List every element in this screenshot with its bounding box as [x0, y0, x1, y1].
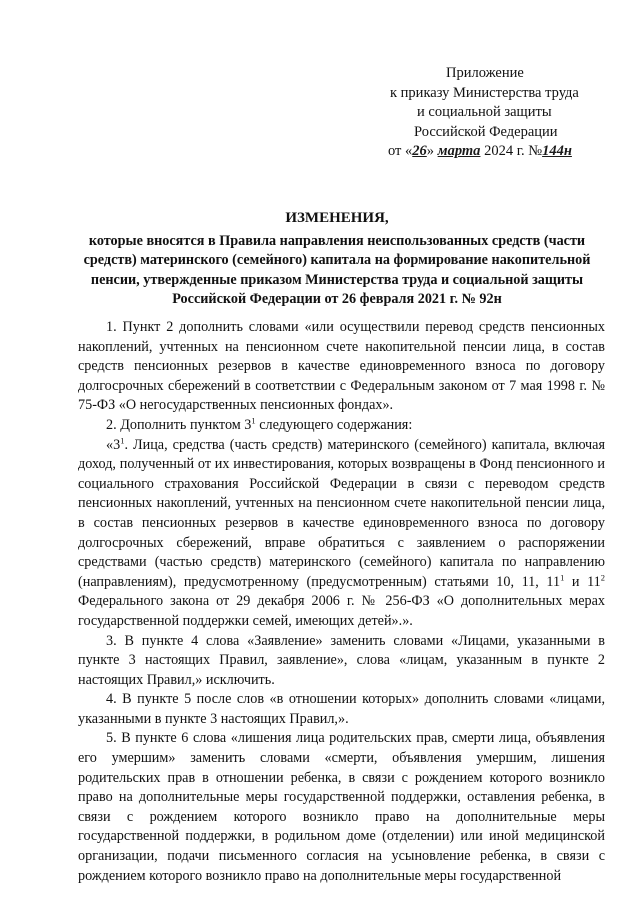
order-date-line [388, 142, 608, 162]
document-body [78, 318, 605, 886]
heading-subtitle: которые вносятся в Правила направления неиспользованных средств (части средств) материнского (семейного) капитала на формирование накопительной пенсии, утвержденные приказом Министерства труда и социальной защиты Российской Федерации от 26 февраля 2021 г. № 92н [83, 232, 591, 308]
appendix-block [388, 64, 608, 162]
appendix-line-4: Российской Федерации [414, 123, 558, 140]
appendix-line-3: и социальной защиты [417, 104, 552, 121]
document-heading [72, 209, 602, 310]
year-and-number-label: 2024 г. № [484, 143, 543, 160]
superscript: 1 [120, 434, 125, 445]
paragraph-2-text-b: следующего содержания: [255, 416, 413, 433]
paragraph-3-text-d: Федерального закона от 29 декабря 2006 г. № 256-ФЗ «О дополнительных мерах государственной поддержки семей, имеющих детей».». [78, 593, 605, 629]
paragraph-2 [78, 416, 605, 436]
superscript: 1 [560, 571, 565, 582]
paragraph-4: 3. В пункте 4 слова «Заявление» заменить словами «Лицами, указанными в пункте 3 настоящих Правил, заявление», слова «лицам, указанным в пункте 2 настоящих Правил,» исключить. [78, 632, 605, 688]
superscript: 1 [251, 415, 256, 426]
handwritten-day: 26 [412, 143, 427, 160]
paragraph-3-text-c: и 11 [564, 573, 601, 590]
handwritten-order-number: 144н [542, 143, 572, 160]
appendix-line-2: к приказу Министерства труда [390, 84, 579, 101]
date-quote-close: » [426, 143, 435, 160]
handwritten-month: марта [437, 143, 481, 160]
superscript: 2 [600, 571, 605, 582]
paragraph-3-text-a: «3 [106, 436, 121, 453]
paragraph-5: 4. В пункте 5 после слов «в отношении которых» дополнить словами «лицами, указанными в пункте 3 настоящих Правил,». [78, 691, 605, 727]
paragraph-1: 1. Пункт 2 дополнить словами «или осуществили перевод средств пенсионных накоплений, учтенных на пенсионном счете накопительной пенсии лица, в состав средств пенсионных резервов в качестве единовременного взноса по договору долгосрочных сбережений в соответствии с Федеральным законом от 7 мая 1998 г. № 75-ФЗ «О негосударственных пенсионных фондах». [78, 319, 605, 414]
heading-title: ИЗМЕНЕНИЯ, [285, 210, 389, 226]
date-prefix: от « [388, 143, 413, 160]
paragraph-3-text-b: . Лица, средства (часть средств) материнского (семейного) капитала, включая доход, полученный от их инвестирования, которых возвращены в Фонд пенсионного и социального страхования Российской Федерации в связи с переводом средств пенсионных накоплений, учтенных на пенсионном счете накопительной пенсии лица, в состав пенсионных резервов в качестве единовременного взноса по договору долгосрочных сбережений, вправе обратиться с заявлением о распоряжении средствами (частью средств) материнского (семейного) капитала по направлению (направлениям), предусмотренному (предусмотренным) статьями 10, 11, 11 [78, 436, 605, 590]
paragraph-3 [78, 436, 605, 632]
paragraph-6: 5. В пункте 6 слова «лишения лица родительских прав, смерти лица, объявления его умершим» заменить словами «смерти, объявления умершим, лишения родительских прав в отношении ребенка, в связи с рождением которого возникло право на дополнительные меры государственной поддержки, оставления ребенка, в связи с рождением которого возникло право на дополнительные меры государственной поддержки, в родильном доме (отделении) или иной медицинской организации, подачи письменного согласия на усыновление ребенка, в связи с рождением которого возникло право на дополнительные меры государственной [78, 730, 605, 884]
appendix-line-1: Приложение [446, 65, 524, 81]
paragraph-2-text-a: 2. Дополнить пунктом 3 [106, 416, 252, 433]
